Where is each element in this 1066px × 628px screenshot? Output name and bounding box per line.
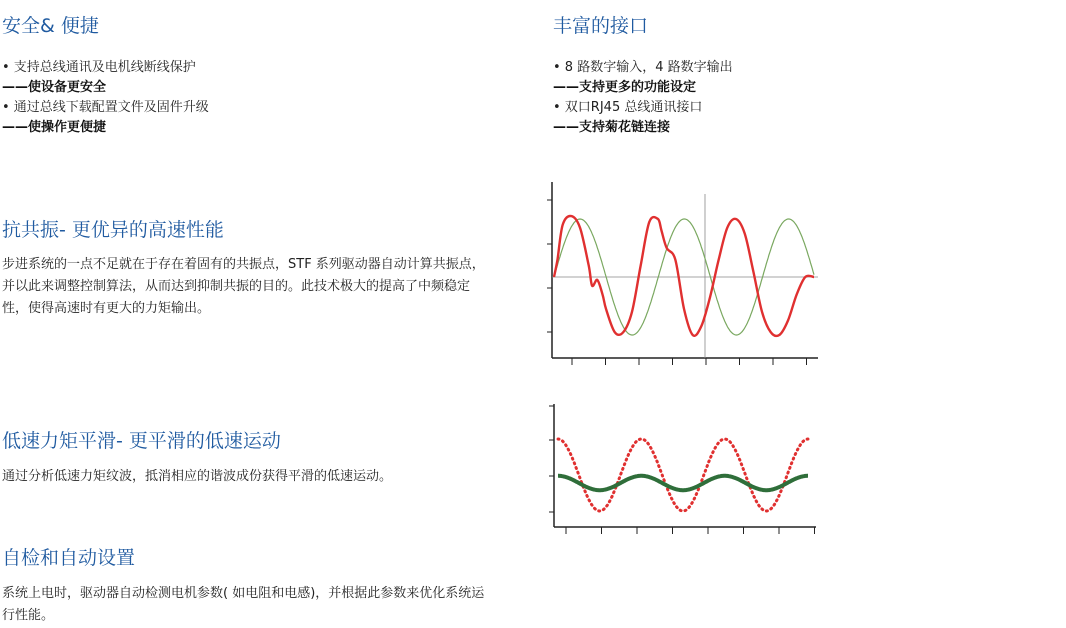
series-uncompensated <box>558 439 808 511</box>
lowspeed-waveform-chart <box>540 400 830 535</box>
series-smoothed <box>558 476 808 490</box>
section-body: 步进系统的一点不足就在于存在着固有的共振点，STF 系列驱动器自动计算共振点，并以此来调整控制算法，从而达到抑制共振的目的。此技术极大的提高了中频稳定性，使得高速时有更大的力矩输出。 <box>2 257 485 316</box>
feature-benefit: ——使设备更安全 <box>2 80 107 95</box>
section-lowspeed <box>2 429 494 488</box>
section-resonance <box>2 218 494 320</box>
feature-line: • 支持总线通讯及电机线断线保护 <box>2 60 196 75</box>
section-title: 低速力矩平滑- 更平滑的低速运动 <box>2 430 281 452</box>
section-title: 安全& 便捷 <box>2 15 99 37</box>
section-selftest <box>2 546 494 627</box>
feature-benefit: ——支持更多的功能设定 <box>553 80 697 95</box>
feature-benefit: ——支持菊花链连接 <box>553 120 671 135</box>
section-safety <box>2 14 209 138</box>
feature-line: • 8 路数字输入，4 路数字输出 <box>553 60 733 75</box>
section-title: 自检和自动设置 <box>2 547 136 569</box>
feature-line: • 双口RJ45 总线通讯接口 <box>553 100 703 115</box>
section-title: 丰富的接口 <box>553 15 649 37</box>
feature-line: • 通过总线下载配置文件及固件升级 <box>2 100 209 115</box>
feature-benefit: ——使操作更便捷 <box>2 120 107 135</box>
section-body: 通过分析低速力矩纹波，抵消相应的谐波成份获得平滑的低速运动。 <box>2 469 393 484</box>
section-interfaces <box>553 14 733 138</box>
section-title: 抗共振- 更优异的高速性能 <box>2 219 224 241</box>
section-body: 系统上电时，驱动器自动检测电机参数( 如电阻和电感)，并根据此参数来优化系统运行性能。 <box>2 586 485 623</box>
resonance-waveform-chart <box>540 180 830 370</box>
series-response <box>554 216 814 336</box>
